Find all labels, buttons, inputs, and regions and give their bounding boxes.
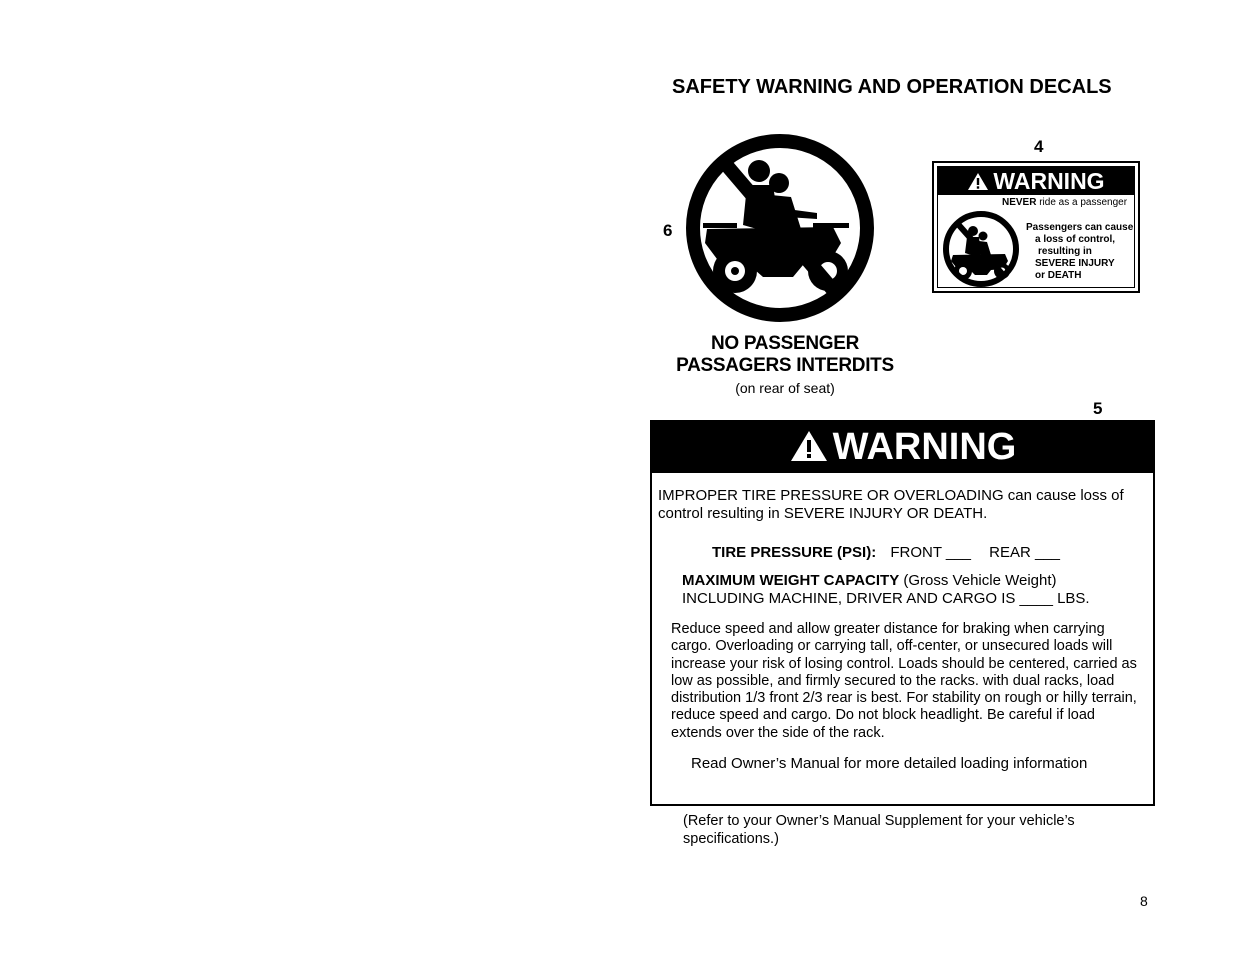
page-title: SAFETY WARNING AND OPERATION DECALS [672, 76, 1112, 98]
tire-pressure-label: TIRE PRESSURE (PSI): [712, 544, 877, 561]
decal-5-warning-sticker [650, 420, 1155, 806]
decal-4-never-line [1002, 197, 1127, 208]
weight-capacity-line-2: INCLUDING MACHINE, DRIVER AND CARGO IS ____ LBS. [682, 590, 1090, 607]
decal-4-never-rest: ride as a passenger [1036, 197, 1128, 208]
decal-4-warning-sticker [932, 161, 1140, 293]
read-manual-note: Read Owner’s Manual for more detailed loading information [691, 755, 1088, 772]
decal-6-number: 6 [663, 221, 673, 240]
warning-triangle-icon [967, 172, 989, 191]
decal-5-header-text: WARNING [832, 426, 1017, 468]
decal-4-never: NEVER [1002, 197, 1037, 208]
decal-5-number: 5 [1093, 399, 1103, 418]
no-passenger-icon [683, 125, 877, 331]
no-passenger-label: NO PASSENGER [710, 333, 860, 354]
page-number: 8 [1140, 893, 1148, 909]
decal-4-header [938, 167, 1134, 195]
decal-4-line: SEVERE INJURY [1035, 258, 1115, 269]
decal-4-line: resulting in [1038, 246, 1092, 257]
no-passenger-label-french: PASSAGERS INTERDITS [676, 355, 894, 376]
weight-capacity-line [682, 572, 1057, 590]
decal-5-intro: IMPROPER TIRE PRESSURE OR OVERLOADING can cause loss of control resulting in SEVERE INJURY OR DEATH. [658, 487, 1124, 522]
decal-4-line: a loss of control, [1035, 234, 1116, 245]
decal-4-line: Passengers can cause [1026, 222, 1134, 233]
weight-capacity-label: MAXIMUM WEIGHT CAPACITY [682, 572, 900, 589]
tire-front: FRONT ___ [890, 544, 971, 561]
no-passenger-icon [941, 209, 1021, 289]
decal-4-line: or DEATH [1035, 270, 1082, 281]
decal-5-body: Reduce speed and allow greater distance for braking when carrying cargo. Overloading or carrying tall, off-center, or unsecured loads will increase your risk of losing control. Loads should be centered, carried as low as possible, and firmly secured to the racks. with dual racks, load distribution 1/3 front 2/3 rear is best. For stability on rough or hilly terrain, reduce speed and cargo. Do not block headlight. Be careful if load extends over the side of the rack. [671, 621, 1137, 741]
weight-capacity-suffix: (Gross Vehicle Weight) [899, 572, 1057, 589]
warning-triangle-icon [789, 429, 829, 463]
decal-4-header-text: WARNING [993, 168, 1105, 194]
decal-5-header [652, 422, 1153, 473]
tire-pressure-line [712, 544, 1060, 562]
decal-6-location: (on rear of seat) [735, 380, 835, 396]
supplement-note: (Refer to your Owner’s Manual Supplement for your vehicle’s specifications.) [683, 813, 1075, 847]
tire-rear: REAR ___ [989, 544, 1060, 561]
decal-4-number: 4 [1034, 137, 1044, 156]
